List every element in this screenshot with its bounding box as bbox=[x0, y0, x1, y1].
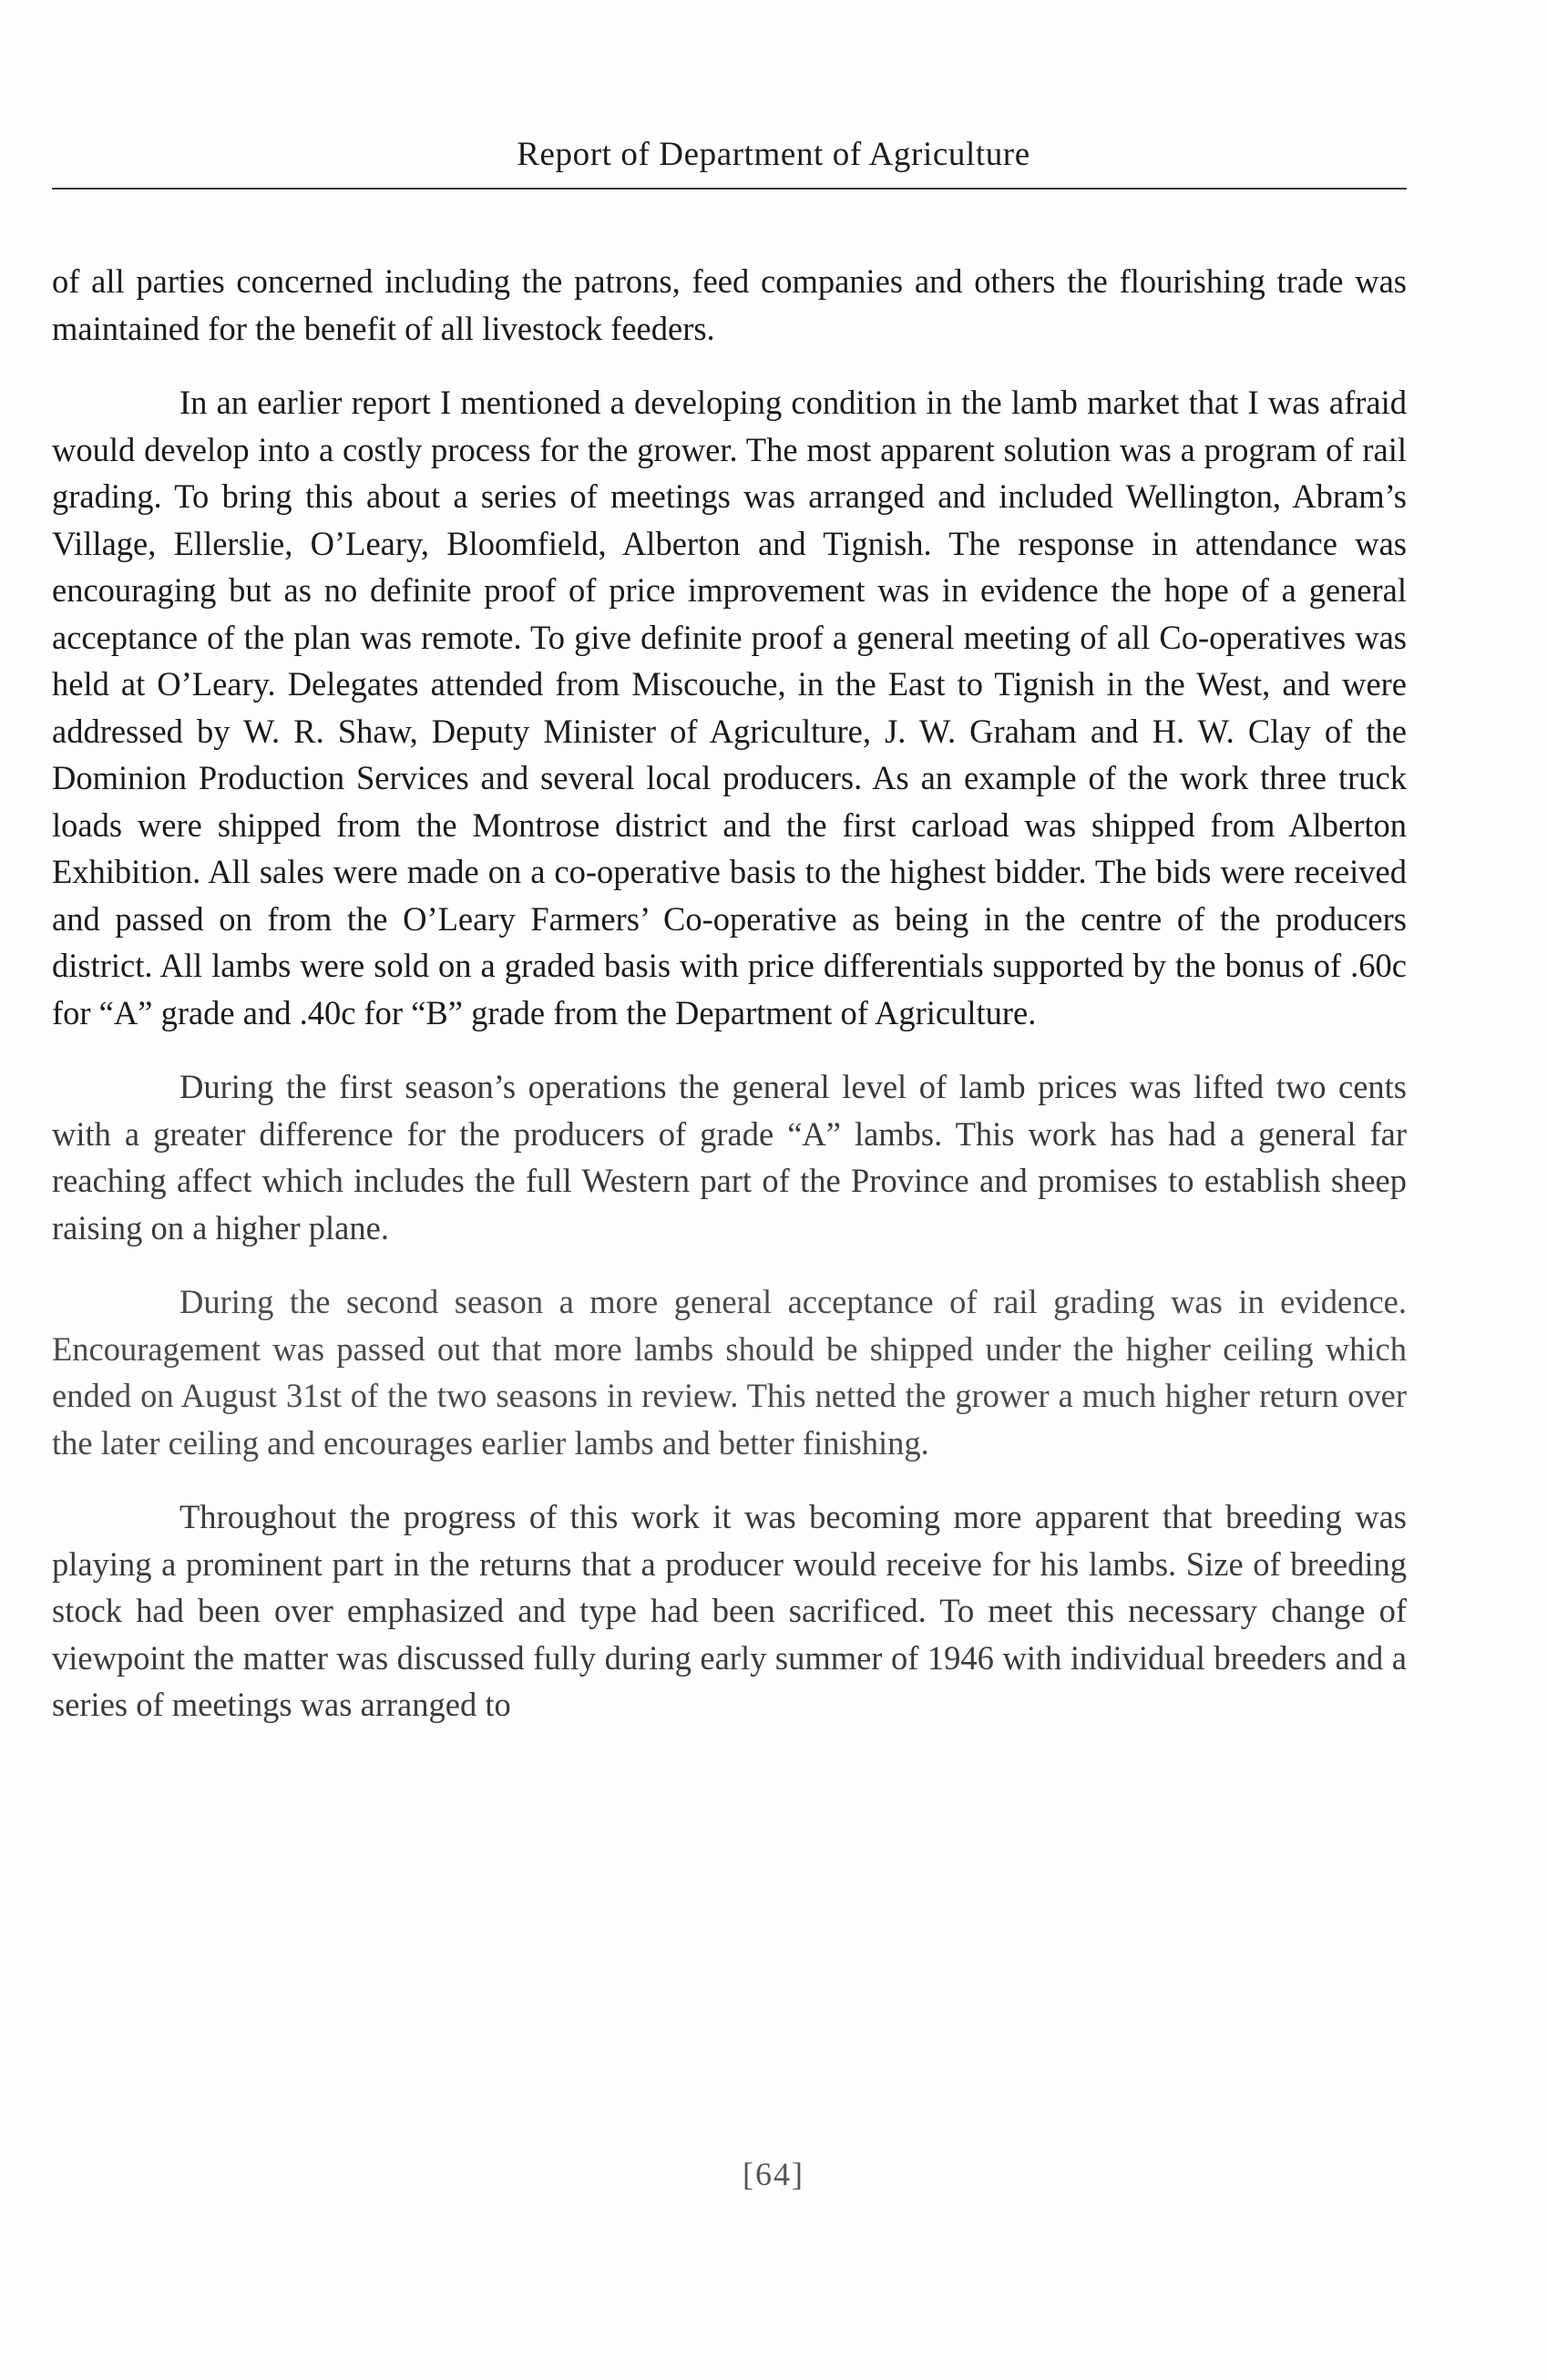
paragraph-first-season: During the first season’s operations the general level of lamb prices was lifted two cents with a greater difference for the producers of grade “A” lambs. This work has had a general far reaching affect which includes the full Western part of the Province and promises to establish sheep raising on a higher plane. bbox=[52, 1068, 1407, 1246]
paragraph-breeding: Throughout the progress of this work it was becoming more apparent that breeding was playing a prominent part in the returns that a producer would receive for his lambs. Size of breeding stock had been over emphasized and type had been sacrificed. To meet this necessary change of viewpoint the matter was discussed fully during early summer of 1946 with individual breeders and a series of meetings was arranged to bbox=[52, 1498, 1407, 1723]
paragraph-second-season: During the second season a more general acceptance of rail grading was in evidence. Encouragement was passed out that more lambs should be shipped under the higher ceiling which ended on August 31st of the two seasons in review. This netted the grower a much higher return over the later ceiling and encourages earlier lambs and better finishing. bbox=[52, 1283, 1407, 1462]
paragraph-rail-grading: In an earlier report I mentioned a developing condition in the lamb market that I was afraid would develop into a costly process for the grower. The most apparent solution was a program of rail grading. To bring this about a series of meetings was arranged and included Wellington, Abram’s Village, Ellerslie, O’Leary, Bloomfield, Alberton and Tignish. The response in attendance was encouraging but as no definite proof of price improvement was in evidence the hope of a general acceptance of the plan was remote. To give definite proof a general meeting of all Co-operatives was held at O’Leary. Delegates attended from Miscouche, in the East to Tignish in the West, and were addressed by W. R. Shaw, Deputy Minister of Agriculture, J. W. Graham and H. W. Clay of the Dominion Production Services and several local producers. As an example of the work three truck loads were shipped from the Montrose district and the first carload was shipped from Alberton Exhibition. All sales were made on a co-operative basis to the highest bidder. The bids were received and passed on from the O’Leary Farmers’ Co-operative as being in the centre of the producers district. All lambs were sold on a graded basis with price differentials supported by the bonus of .60c for “A” grade and .40c for “B” grade from the Department of Agriculture. bbox=[52, 384, 1407, 1031]
paragraph-continuation: of all parties concerned including the patrons, feed companies and others the flourishing trade was maintained for the benefit of all livestock feeders. bbox=[52, 262, 1407, 347]
header-rule bbox=[52, 188, 1407, 190]
page-number: [64] bbox=[743, 2156, 804, 2192]
running-header: Report of Department of Agriculture bbox=[517, 136, 1030, 173]
body-text bbox=[52, 258, 1407, 1756]
